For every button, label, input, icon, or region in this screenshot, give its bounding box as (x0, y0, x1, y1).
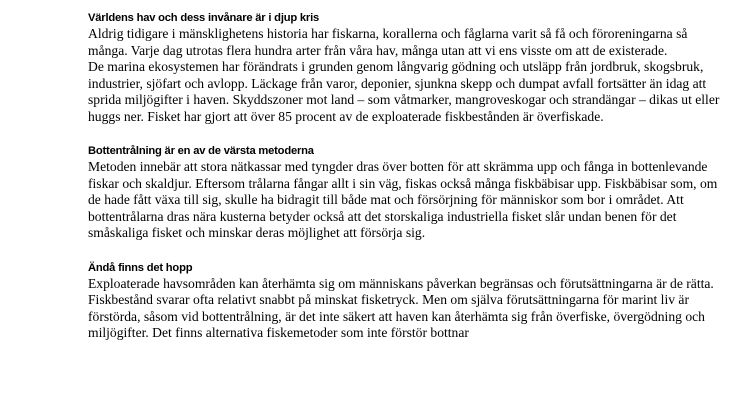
section-bottom-trawling (88, 143, 728, 242)
section-hope (88, 260, 728, 342)
document-page (88, 10, 728, 360)
section-paragraph: Exploaterade havsområden kan återhämta sig om människans påverkan begränsas och förutsättningarna är de rätta. Fiskbestånd svarar ofta relativt snabbt på minskat fisketryck. Men om själva förutsättningarna för marint liv är förstörda, såsom vid bottentrålning, är det inte säkert att haven kan återhämta sig från överfiske, övergödning och miljögifter. Det finns alternativa fiskemetoder som inte förstör bottnar (88, 275, 714, 340)
section-heading: Ändå finns det hopp (88, 261, 193, 274)
section-paragraph: Aldrig tidigare i mänsklighetens historia har fiskarna, korallerna och fåglarna varit så få och föroreningarna så många. Varje dag utrotas flera hundra arter från våra hav, många utan att vi ens visste om att de existerade. (88, 26, 688, 58)
section-heading: Världens hav och dess invånare är i djup kris (88, 12, 320, 24)
section-heading: Bottentrålning är en av de värsta metoderna (88, 145, 314, 157)
section-ocean-crisis (88, 10, 728, 125)
section-paragraph: De marina ekosystemen har förändrats i grunden genom långvarig gödning och utsläpp från jordbruk, skogsbruk, industrier, sjöfart och avlopp. Läckage från varor, deponier, sjunkna skepp och dumpat avfall fortsätter än idag att sprida miljögifter i haven. Skyddszoner mot land – som våtmarker, mangroveskogar och strandängar – dikas ut eller huggs ner. Fisket har gjort att över 85 procent av de exploaterade fiskbestånden är överfiskade. (88, 59, 720, 124)
section-paragraph: Metoden innebär att stora nätkassar med tyngder dras över botten för att skrämma upp och fånga in bottenlevande fiskar och skaldjur. Eftersom trålarna fångar allt i sin väg, fiskas också många fiskbäbisar upp. Fiskbäbisar som, om de hade fått växa till sig, skulle ha bidragit till både mat och försörjning för människor som bor i området. Att bottentrålarna dras nära kusterna betyder också att det storskaliga industriella fisket slår undan benen för det småskaliga fisket och minskar deras möjlighet att försörja sig. (88, 159, 718, 240)
